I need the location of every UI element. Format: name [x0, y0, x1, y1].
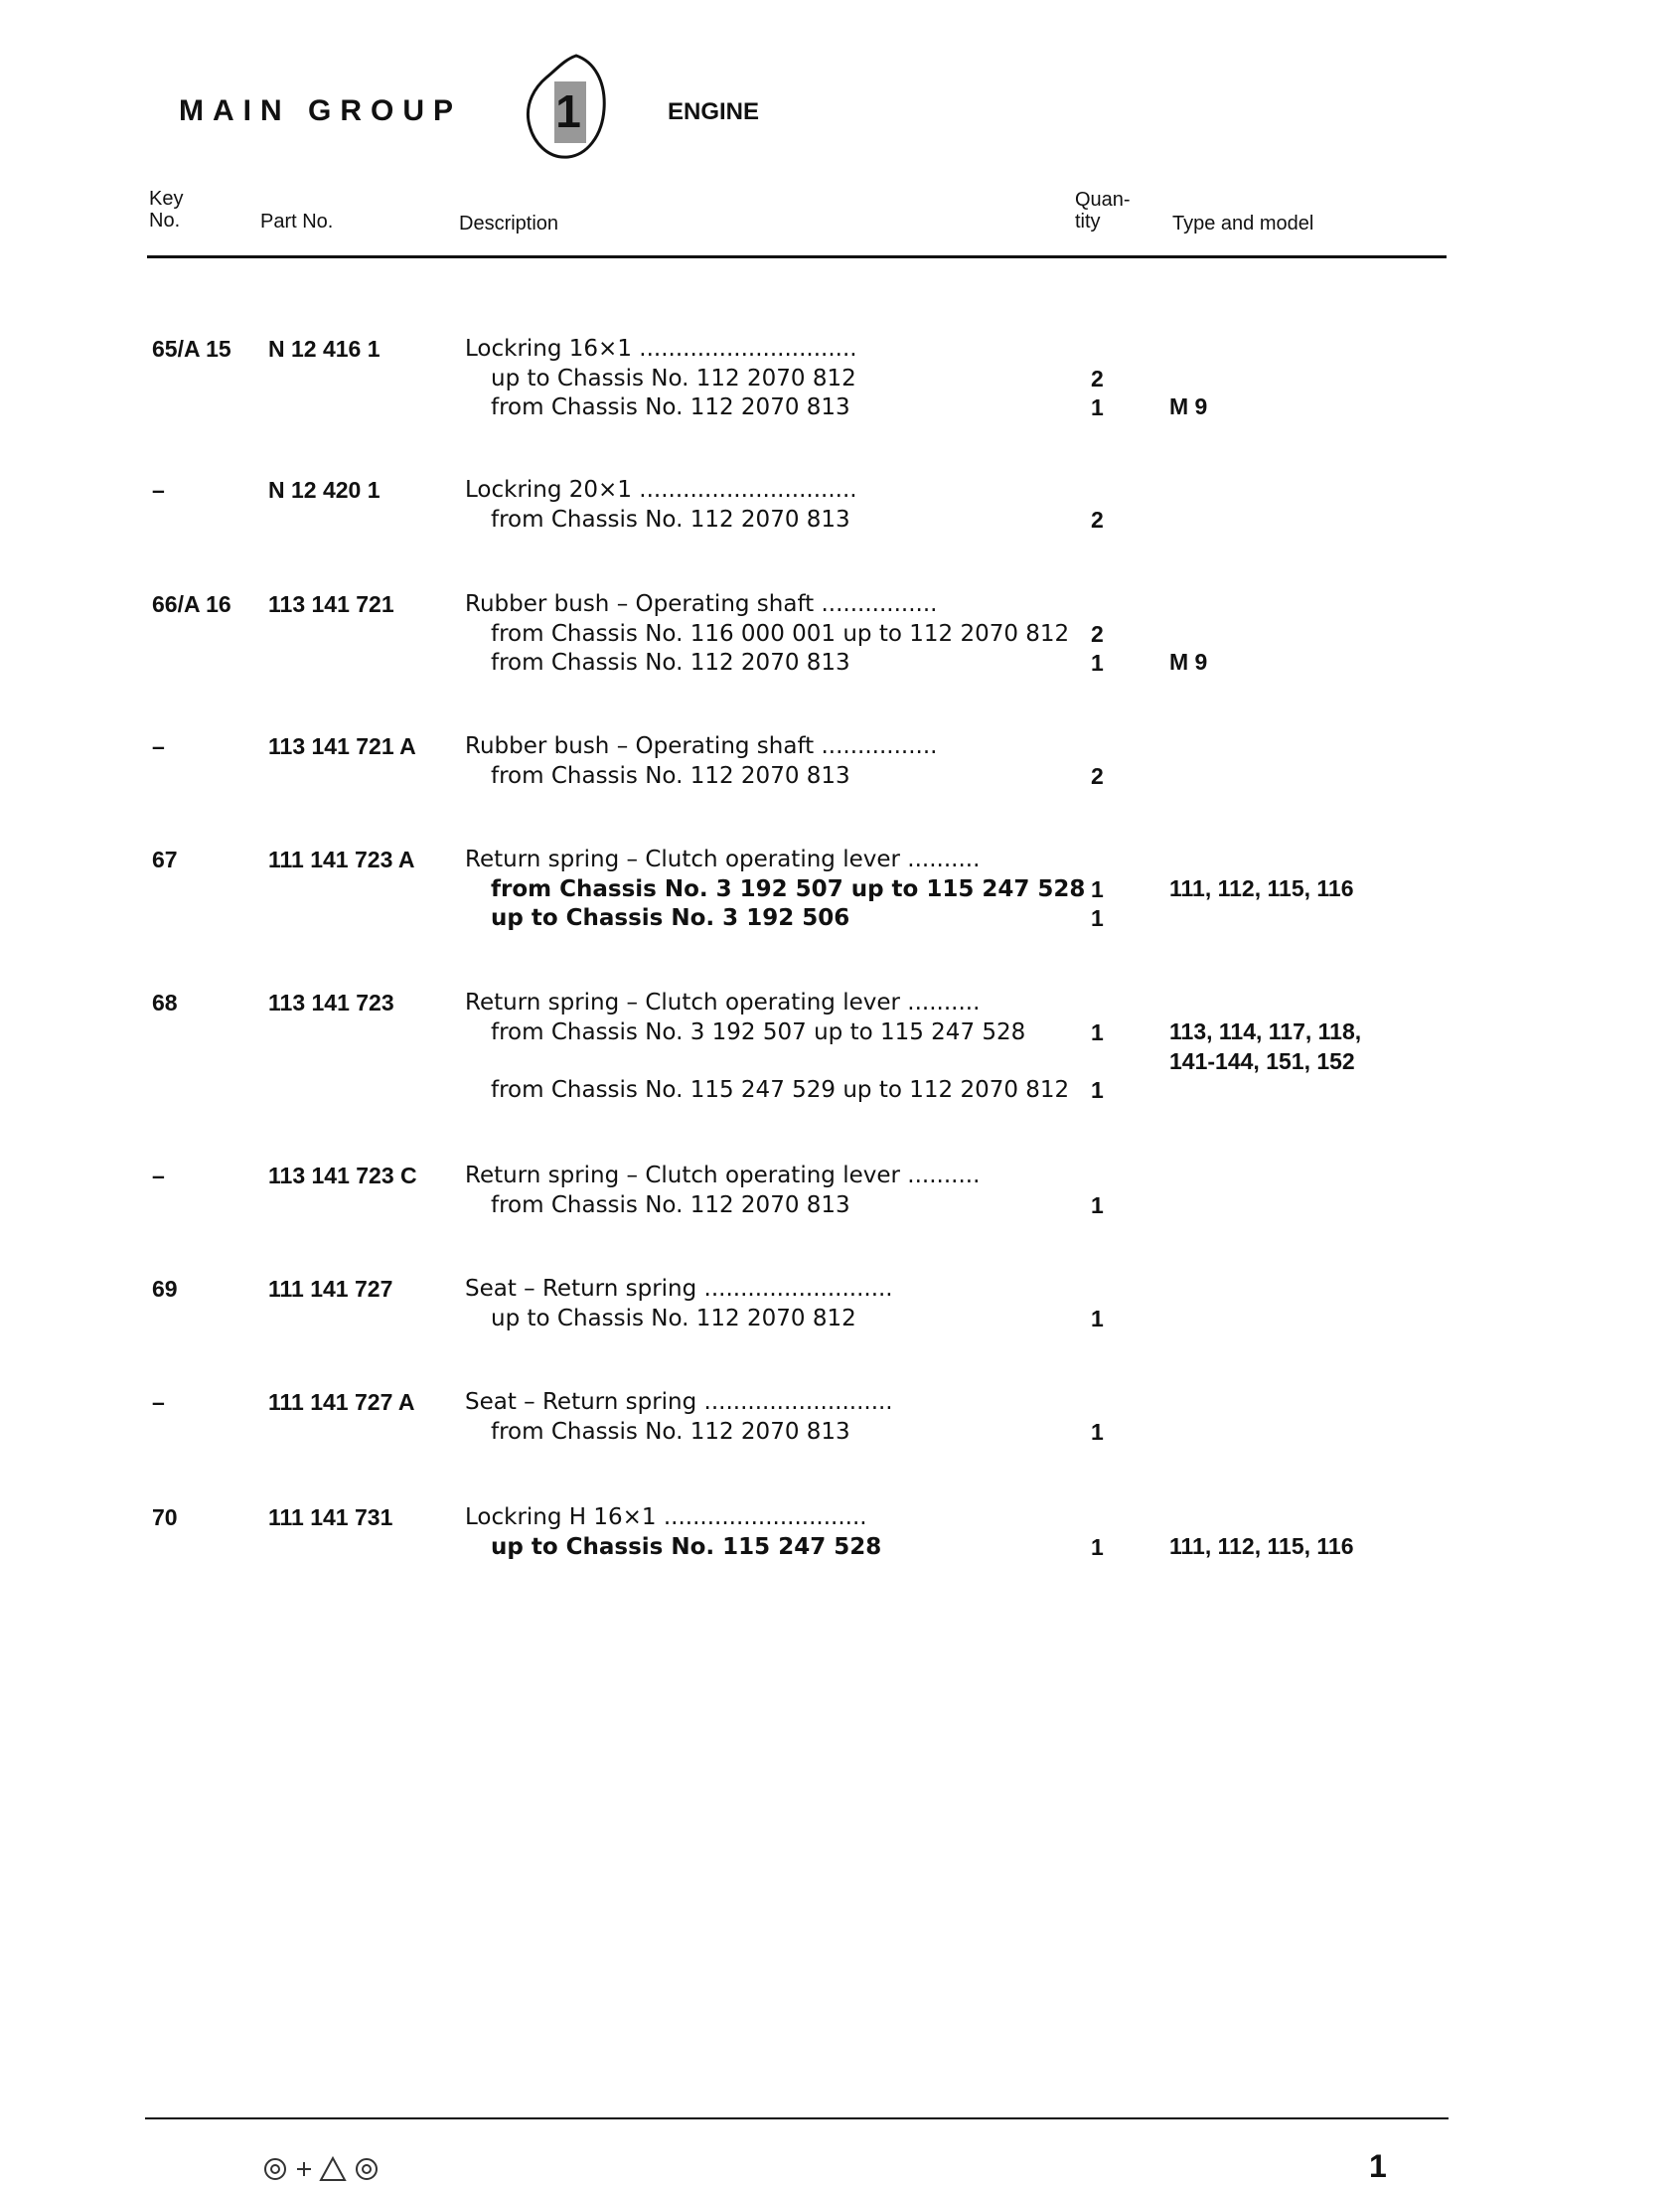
quantity: 1	[1091, 905, 1104, 931]
part-description: Lockring H 16×1 ............................	[465, 1504, 867, 1530]
type-model: 113, 114, 117, 118, 141-144, 151, 152	[1169, 1018, 1362, 1074]
chassis-range: from Chassis No. 3 192 507 up to 115 247 528	[491, 1019, 1026, 1045]
key-number: –	[152, 733, 165, 759]
chassis-range: from Chassis No. 112 2070 813	[491, 507, 850, 533]
part-number: 111 141 731	[268, 1504, 393, 1530]
chassis-range: from Chassis No. 112 2070 813	[491, 1192, 850, 1218]
key-number: 65/A 15	[152, 336, 231, 362]
chassis-range: from Chassis No. 116 000 001 up to 112 2070 812	[491, 621, 1070, 647]
column-description: Description	[459, 213, 559, 234]
chassis-range: from Chassis No. 112 2070 813	[491, 650, 850, 676]
chassis-range: up to Chassis No. 112 2070 812	[491, 366, 856, 391]
section-title: ENGINE	[668, 98, 760, 125]
group-number-badge	[525, 52, 608, 161]
column-quantity: Quan- tity	[1075, 189, 1131, 233]
part-number: 111 141 723 A	[268, 847, 415, 872]
quantity: 1	[1091, 1306, 1104, 1331]
part-description: Rubber bush – Operating shaft ................	[465, 591, 938, 617]
key-number: –	[152, 1163, 165, 1188]
part-number: 111 141 727 A	[268, 1389, 415, 1415]
key-number: –	[152, 1389, 165, 1415]
chassis-range: from Chassis No. 112 2070 813	[491, 763, 850, 789]
part-number: N 12 420 1	[268, 477, 381, 503]
key-number: 66/A 16	[152, 591, 231, 617]
footer-rule	[145, 2117, 1449, 2119]
quantity: 1	[1091, 1077, 1104, 1103]
quantity: 2	[1091, 621, 1104, 647]
main-group-label: MAIN GROUP	[179, 94, 462, 127]
illustration-symbols-icon	[263, 2154, 402, 2184]
quantity: 1	[1091, 1419, 1104, 1445]
chassis-range: up to Chassis No. 112 2070 812	[491, 1306, 856, 1331]
group-number: 1	[555, 85, 581, 137]
chassis-range: from Chassis No. 112 2070 813	[491, 1419, 850, 1445]
chassis-range: up to Chassis No. 3 192 506	[491, 905, 850, 931]
quantity: 1	[1091, 1192, 1104, 1218]
part-description: Rubber bush – Operating shaft ................	[465, 733, 938, 759]
key-number: 67	[152, 847, 178, 872]
type-model: 111, 112, 115, 116	[1169, 1533, 1354, 1559]
quantity: 2	[1091, 507, 1104, 533]
page-number: 1	[1369, 2148, 1387, 2184]
part-description: Return spring – Clutch operating lever ..........	[465, 847, 981, 872]
chassis-range: up to Chassis No. 115 247 528	[491, 1534, 882, 1560]
type-model: M 9	[1169, 649, 1208, 675]
part-number: 113 141 723	[268, 990, 394, 1015]
part-number: 113 141 721 A	[268, 733, 416, 759]
key-number: –	[152, 477, 165, 503]
part-number: 113 141 723 C	[268, 1163, 417, 1188]
part-description: Return spring – Clutch operating lever ..........	[465, 990, 981, 1015]
part-description: Return spring – Clutch operating lever ..........	[465, 1163, 981, 1188]
quantity: 1	[1091, 1019, 1104, 1045]
part-description: Lockring 16×1 ..............................	[465, 336, 857, 362]
header-rule	[147, 255, 1447, 258]
type-model: 111, 112, 115, 116	[1169, 875, 1354, 901]
column-part-no: Part No.	[260, 211, 334, 233]
part-number: N 12 416 1	[268, 336, 381, 362]
key-number: 69	[152, 1276, 178, 1302]
quantity: 2	[1091, 763, 1104, 789]
column-key-no: Key No.	[149, 188, 184, 232]
part-number: 111 141 727	[268, 1276, 393, 1302]
part-description: Lockring 20×1 ..............................	[465, 477, 857, 503]
quantity: 1	[1091, 394, 1104, 420]
type-model: M 9	[1169, 393, 1208, 419]
key-number: 70	[152, 1504, 178, 1530]
column-type-model: Type and model	[1172, 213, 1314, 234]
part-number: 113 141 721	[268, 591, 394, 617]
quantity: 1	[1091, 876, 1104, 902]
quantity: 2	[1091, 366, 1104, 391]
chassis-range: from Chassis No. 3 192 507 up to 115 247 528	[491, 876, 1086, 902]
quantity: 1	[1091, 650, 1104, 676]
quantity: 1	[1091, 1534, 1104, 1560]
part-description: Seat – Return spring ..........................	[465, 1389, 893, 1415]
key-number: 68	[152, 990, 178, 1015]
part-description: Seat – Return spring ..........................	[465, 1276, 893, 1302]
chassis-range: from Chassis No. 115 247 529 up to 112 2070 812	[491, 1077, 1070, 1103]
chassis-range: from Chassis No. 112 2070 813	[491, 394, 850, 420]
